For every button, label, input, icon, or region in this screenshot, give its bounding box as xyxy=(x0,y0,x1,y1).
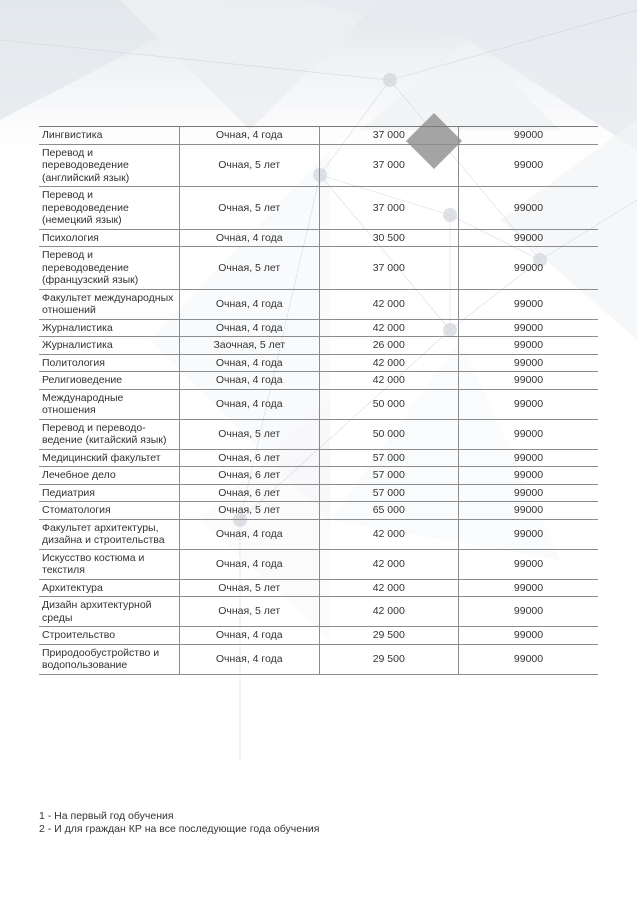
program-name: Искусство костюма и текстиля xyxy=(39,549,180,579)
program-name: Лингвистика xyxy=(39,127,180,145)
tuition-price: 42 000 xyxy=(319,354,459,372)
table-row xyxy=(39,419,598,449)
study-form: Очная, 4 года xyxy=(180,644,320,674)
table-row xyxy=(39,144,598,187)
tuition-price: 37 000 xyxy=(319,127,459,145)
foreign-price: 99000 xyxy=(459,549,599,579)
footnote-2: 2 - И для граждан КР на все последующие года обучения xyxy=(39,823,320,835)
program-name: Перевод и переводоведение (английский язык) xyxy=(39,144,180,187)
tuition-price: 42 000 xyxy=(319,579,459,597)
table-row xyxy=(39,519,598,549)
tuition-price: 42 000 xyxy=(319,597,459,627)
program-name: Религиоведение xyxy=(39,372,180,390)
study-form: Очная, 5 лет xyxy=(180,502,320,520)
table-row xyxy=(39,467,598,485)
foreign-price: 99000 xyxy=(459,502,599,520)
study-form: Очная, 4 года xyxy=(180,229,320,247)
tuition-price: 37 000 xyxy=(319,247,459,290)
program-name: Лечебное дело xyxy=(39,467,180,485)
program-name: Политология xyxy=(39,354,180,372)
program-name: Перевод и переводоведение (немецкий язык) xyxy=(39,187,180,230)
study-form: Очная, 4 года xyxy=(180,389,320,419)
table-row xyxy=(39,354,598,372)
footnotes xyxy=(39,810,319,836)
tuition-price: 29 500 xyxy=(319,644,459,674)
table-row xyxy=(39,449,598,467)
table-row xyxy=(39,502,598,520)
tuition-price: 26 000 xyxy=(319,337,459,355)
program-name: Медицинский факультет xyxy=(39,449,180,467)
foreign-price: 99000 xyxy=(459,467,599,485)
foreign-price: 99000 xyxy=(459,337,599,355)
study-form: Очная, 4 года xyxy=(180,519,320,549)
foreign-price: 99000 xyxy=(459,229,599,247)
foreign-price: 99000 xyxy=(459,644,599,674)
tuition-price: 50 000 xyxy=(319,419,459,449)
tuition-price: 57 000 xyxy=(319,449,459,467)
foreign-price: 99000 xyxy=(459,289,599,319)
study-form: Очная, 4 года xyxy=(180,627,320,645)
program-name: Перевод и переводо-ведение (китайский язык) xyxy=(39,419,180,449)
foreign-price: 99000 xyxy=(459,247,599,290)
table-row xyxy=(39,229,598,247)
study-form: Заочная, 5 лет xyxy=(180,337,320,355)
foreign-price: 99000 xyxy=(459,144,599,187)
program-name: Педиатрия xyxy=(39,484,180,502)
foreign-price: 99000 xyxy=(459,187,599,230)
study-form: Очная, 4 года xyxy=(180,127,320,145)
tuition-price: 42 000 xyxy=(319,319,459,337)
program-name: Журналистика xyxy=(39,337,180,355)
tuition-price: 37 000 xyxy=(319,144,459,187)
table-row xyxy=(39,247,598,290)
program-name: Факультет международных отношений xyxy=(39,289,180,319)
foreign-price: 99000 xyxy=(459,419,599,449)
program-name: Природообустройство и водопользование xyxy=(39,644,180,674)
program-name: Перевод и переводоведение (французский язык) xyxy=(39,247,180,290)
foreign-price: 99000 xyxy=(459,319,599,337)
table-row xyxy=(39,187,598,230)
table-row xyxy=(39,389,598,419)
table-row xyxy=(39,644,598,674)
foreign-price: 99000 xyxy=(459,449,599,467)
foreign-price: 99000 xyxy=(459,519,599,549)
table-row xyxy=(39,484,598,502)
foreign-price: 99000 xyxy=(459,127,599,145)
study-form: Очная, 4 года xyxy=(180,372,320,390)
study-form: Очная, 4 года xyxy=(180,354,320,372)
tuition-price: 57 000 xyxy=(319,467,459,485)
study-form: Очная, 5 лет xyxy=(180,247,320,290)
foreign-price: 99000 xyxy=(459,354,599,372)
table-row xyxy=(39,337,598,355)
tuition-table xyxy=(39,126,598,675)
table-row xyxy=(39,627,598,645)
tuition-price: 37 000 xyxy=(319,187,459,230)
program-name: Международные отношения xyxy=(39,389,180,419)
tuition-price: 57 000 xyxy=(319,484,459,502)
tuition-price: 42 000 xyxy=(319,289,459,319)
program-name: Дизайн архитектурной среды xyxy=(39,597,180,627)
tuition-price: 29 500 xyxy=(319,627,459,645)
foreign-price: 99000 xyxy=(459,372,599,390)
tuition-price: 30 500 xyxy=(319,229,459,247)
study-form: Очная, 6 лет xyxy=(180,467,320,485)
study-form: Очная, 5 лет xyxy=(180,144,320,187)
study-form: Очная, 5 лет xyxy=(180,187,320,230)
foreign-price: 99000 xyxy=(459,579,599,597)
foreign-price: 99000 xyxy=(459,597,599,627)
tuition-price: 42 000 xyxy=(319,519,459,549)
program-name: Психология xyxy=(39,229,180,247)
tuition-price: 42 000 xyxy=(319,372,459,390)
study-form: Очная, 5 лет xyxy=(180,579,320,597)
footnote-1: 1 - На первый год обучения xyxy=(39,810,174,822)
table-row xyxy=(39,372,598,390)
study-form: Очная, 6 лет xyxy=(180,449,320,467)
tuition-table-body xyxy=(39,127,598,675)
program-name: Строительство xyxy=(39,627,180,645)
table-row xyxy=(39,549,598,579)
table-row xyxy=(39,319,598,337)
table-row xyxy=(39,597,598,627)
tuition-price: 65 000 xyxy=(319,502,459,520)
table-row xyxy=(39,289,598,319)
foreign-price: 99000 xyxy=(459,484,599,502)
program-name: Архитектура xyxy=(39,579,180,597)
study-form: Очная, 4 года xyxy=(180,289,320,319)
tuition-price: 50 000 xyxy=(319,389,459,419)
tuition-price: 42 000 xyxy=(319,549,459,579)
study-form: Очная, 6 лет xyxy=(180,484,320,502)
program-name: Стоматология xyxy=(39,502,180,520)
table-row xyxy=(39,127,598,145)
study-form: Очная, 5 лет xyxy=(180,419,320,449)
foreign-price: 99000 xyxy=(459,627,599,645)
foreign-price: 99000 xyxy=(459,389,599,419)
study-form: Очная, 4 года xyxy=(180,319,320,337)
table-row xyxy=(39,579,598,597)
program-name: Факультет архитектуры, дизайна и строительства xyxy=(39,519,180,549)
study-form: Очная, 5 лет xyxy=(180,597,320,627)
program-name: Журналистика xyxy=(39,319,180,337)
study-form: Очная, 4 года xyxy=(180,549,320,579)
